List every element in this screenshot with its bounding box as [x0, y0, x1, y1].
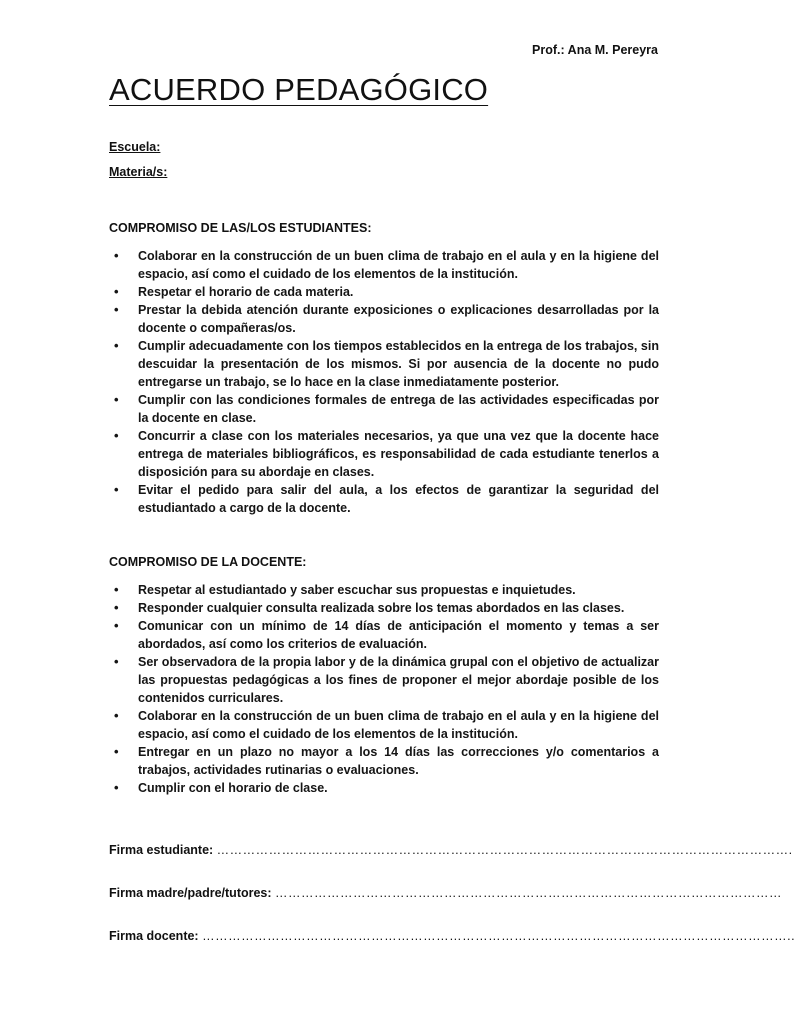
list-item: • Respetar al estudiantado y saber escuchar sus propuestas e inquietudes. — [109, 581, 659, 599]
list-item: • Comunicar con un mínimo de 14 días de anticipación el momento y temas a ser abordados, así como los criterios de evaluación. — [109, 617, 659, 653]
firma-docente-line — [109, 929, 795, 943]
list-item: • Cumplir con las condiciones formales de entrega de las actividades especificadas por la docente en clase. — [109, 391, 659, 427]
firma-estudiante-label: Firma estudiante: — [109, 843, 214, 857]
docente-list — [109, 581, 659, 797]
list-item: • Concurrir a clase con los materiales necesarios, ya que una vez que la docente hace entrega de materiales bibliográficos, es responsabilidad de cada estudiante tenerlos a disposición para su abordaje en clases. — [109, 427, 659, 481]
list-item: • Colaborar en la construcción de un buen clima de trabajo en el aula y en la higiene del espacio, así como el cuidado de los elementos de la institución. — [109, 247, 659, 283]
firma-tutores-blank: ……………………………………………………………………………………………………… — [275, 886, 783, 900]
estudiantes-list — [109, 247, 659, 517]
materia-label: Materia/s: — [109, 165, 168, 179]
list-item: • Responder cualquier consulta realizada sobre los temas abordados en las clases. — [109, 599, 659, 617]
docente-heading: COMPROMISO DE LA DOCENTE: — [109, 555, 307, 569]
list-item: • Evitar el pedido para salir del aula, a los efectos de garantizar la seguridad del estudiantado a cargo de la docente. — [109, 481, 659, 517]
list-item: • Colaborar en la construcción de un buen clima de trabajo en el aula y en la higiene del espacio, así como el cuidado de los elementos de la institución. — [109, 707, 659, 743]
professor-name: Prof.: Ana M. Pereyra — [532, 43, 658, 57]
firma-estudiante-blank: ……………………………………………………………………………………………………………………. — [216, 843, 793, 857]
list-item: • Entregar en un plazo no mayor a los 14 días las correcciones y/o comentarios a trabajos, actividades rutinarias o evaluaciones. — [109, 743, 659, 779]
estudiantes-heading: COMPROMISO DE LAS/LOS ESTUDIANTES: — [109, 221, 372, 235]
list-item: • Respetar el horario de cada materia. — [109, 283, 659, 301]
list-item: • Prestar la debida atención durante exposiciones o explicaciones desarrolladas por la docente o compañeras/os. — [109, 301, 659, 337]
firma-estudiante-line — [109, 843, 793, 857]
firma-docente-label: Firma docente: — [109, 929, 199, 943]
list-item: • Cumplir con el horario de clase. — [109, 779, 659, 797]
escuela-label: Escuela: — [109, 140, 161, 154]
list-item: • Ser observadora de la propia labor y de la dinámica grupal con el objetivo de actualizar las propuestas pedagógicas a los fines de proponer el mejor abordaje posible de los contenidos curriculares. — [109, 653, 659, 707]
list-item: • Cumplir adecuadamente con los tiempos establecidos en la entrega de los trabajos, sin descuidar la presentación de los mismos. Si por ausencia de la docente no pudo entregarse un trabajo, se lo hace en la clase inmediatamente posterior. — [109, 337, 659, 391]
firma-tutores-label: Firma madre/padre/tutores: — [109, 886, 272, 900]
firma-tutores-line — [109, 886, 783, 900]
document-title: ACUERDO PEDAGÓGICO — [109, 72, 489, 107]
firma-docente-blank: ……………………………………………………………………………………………………………………….. — [202, 929, 795, 943]
